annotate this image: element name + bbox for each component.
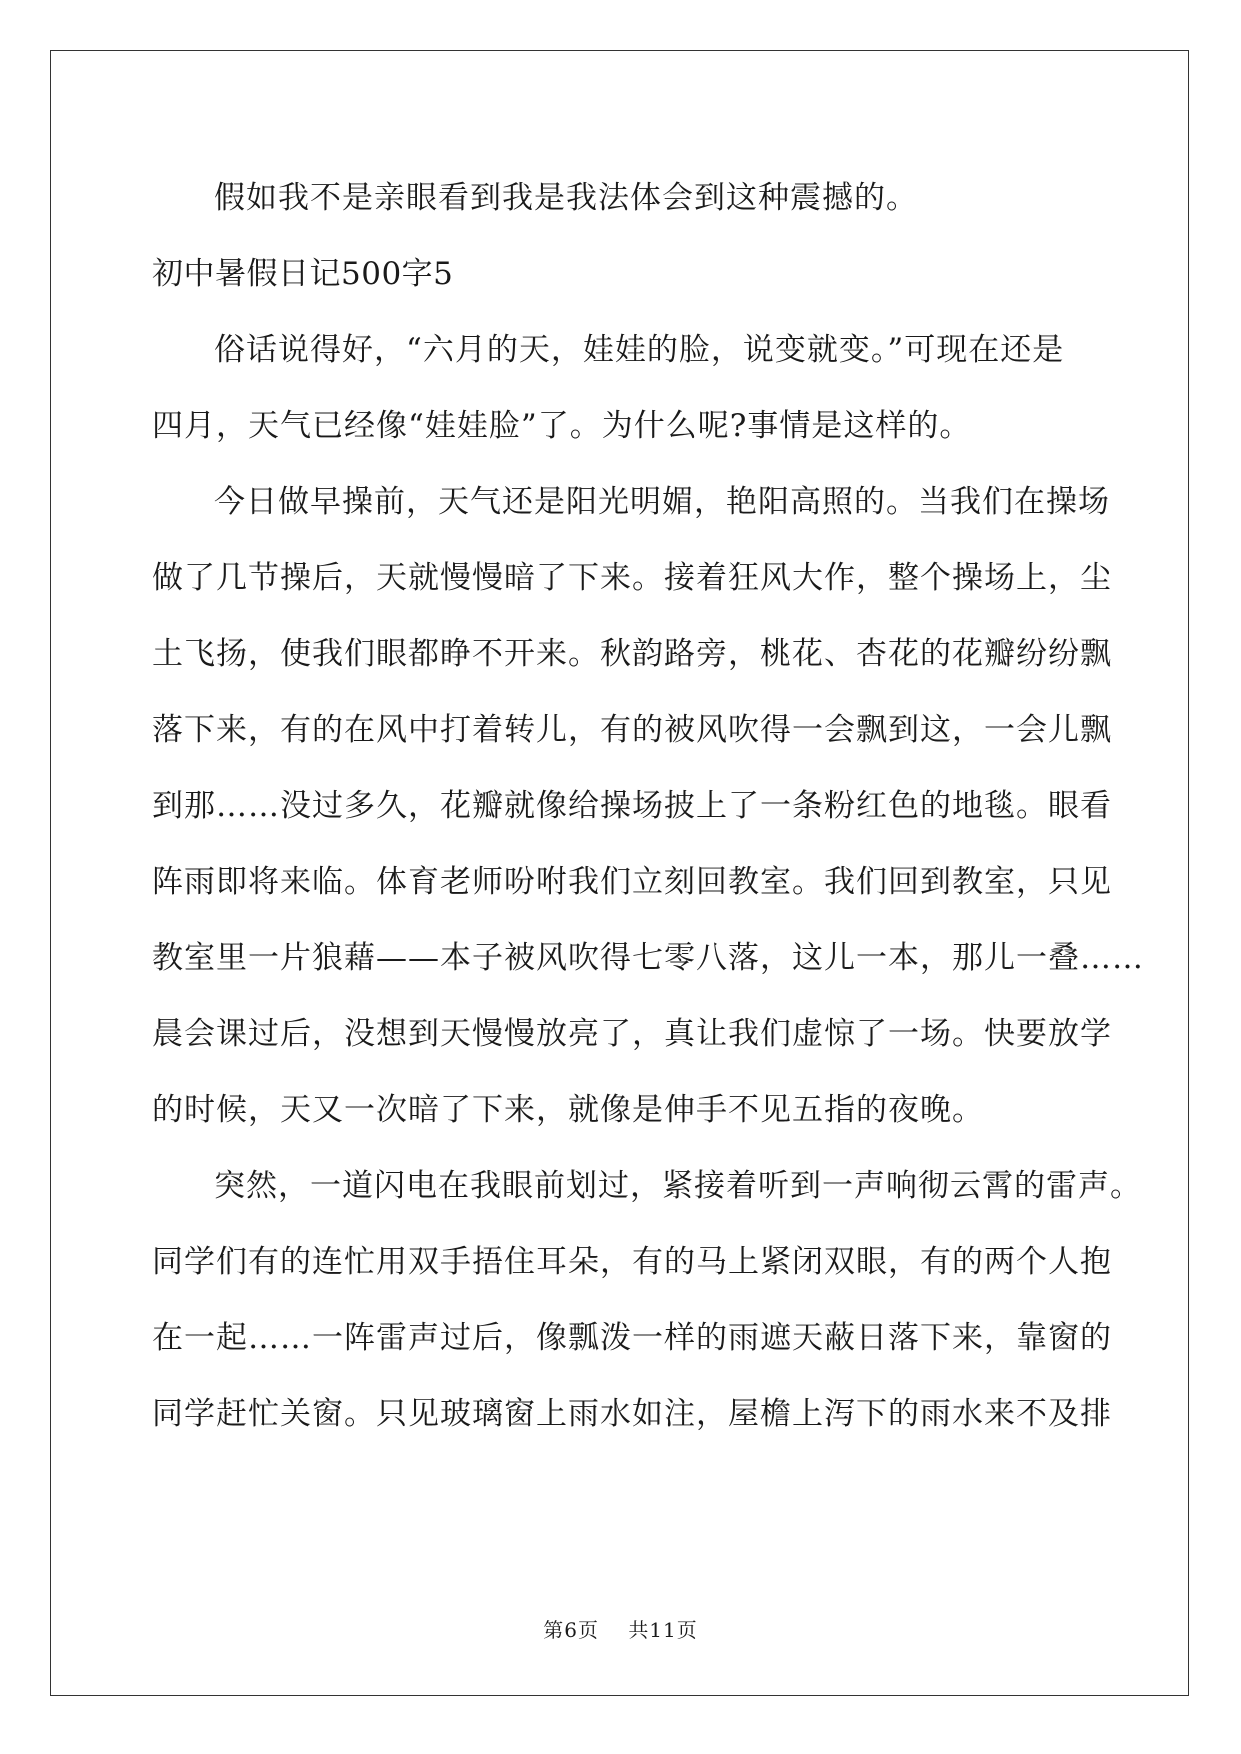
text-line: 教室里一片狼藉——本子被风吹得七零八落，这儿一本，那儿一叠…… <box>152 940 1144 976</box>
text-line: 假如我不是亲眼看到我是我法体会到这种震撼的。 <box>214 180 918 216</box>
page-number: 第6页 <box>543 1618 599 1642</box>
section-heading: 初中暑假日记500字5 <box>152 256 454 292</box>
text-line: 俗话说得好，“六月的天，娃娃的脸，说变就变。”可现在还是 <box>214 332 1065 368</box>
text-line: 土飞扬，使我们眼都睁不开来。秋韵路旁，桃花、杏花的花瓣纷纷飘 <box>152 636 1112 672</box>
text-line: 突然，一道闪电在我眼前划过，紧接着听到一声响彻云霄的雷声。 <box>214 1168 1142 1204</box>
text-line: 同学赶忙关窗。只见玻璃窗上雨水如注，屋檐上泻下的雨水来不及排 <box>152 1396 1112 1432</box>
text-line: 做了几节操后，天就慢慢暗了下来。接着狂风大作，整个操场上，尘 <box>152 560 1112 596</box>
text-line: 同学们有的连忙用双手捂住耳朵，有的马上紧闭双眼，有的两个人抱 <box>152 1244 1112 1280</box>
text-line: 落下来，有的在风中打着转儿，有的被风吹得一会飘到这，一会儿飘 <box>152 712 1112 748</box>
text-line: 的时候，天又一次暗了下来，就像是伸手不见五指的夜晚。 <box>152 1092 984 1128</box>
text-line: 到那……没过多久，花瓣就像给操场披上了一条粉红色的地毯。眼看 <box>152 788 1112 824</box>
page-footer <box>0 1614 1241 1643</box>
text-line: 晨会课过后，没想到天慢慢放亮了，真让我们虚惊了一场。快要放学 <box>152 1016 1112 1052</box>
text-line: 阵雨即将来临。体育老师吩咐我们立刻回教室。我们回到教室，只见 <box>152 864 1112 900</box>
document-body <box>152 160 1144 1452</box>
page-total: 共11页 <box>628 1618 698 1642</box>
text-line: 今日做早操前，天气还是阳光明媚，艳阳高照的。当我们在操场 <box>214 484 1110 520</box>
text-line: 在一起……一阵雷声过后，像瓢泼一样的雨遮天蔽日落下来，靠窗的 <box>152 1320 1112 1356</box>
text-line: 四月，天气已经像“娃娃脸”了。为什么呢?事情是这样的。 <box>152 408 972 444</box>
